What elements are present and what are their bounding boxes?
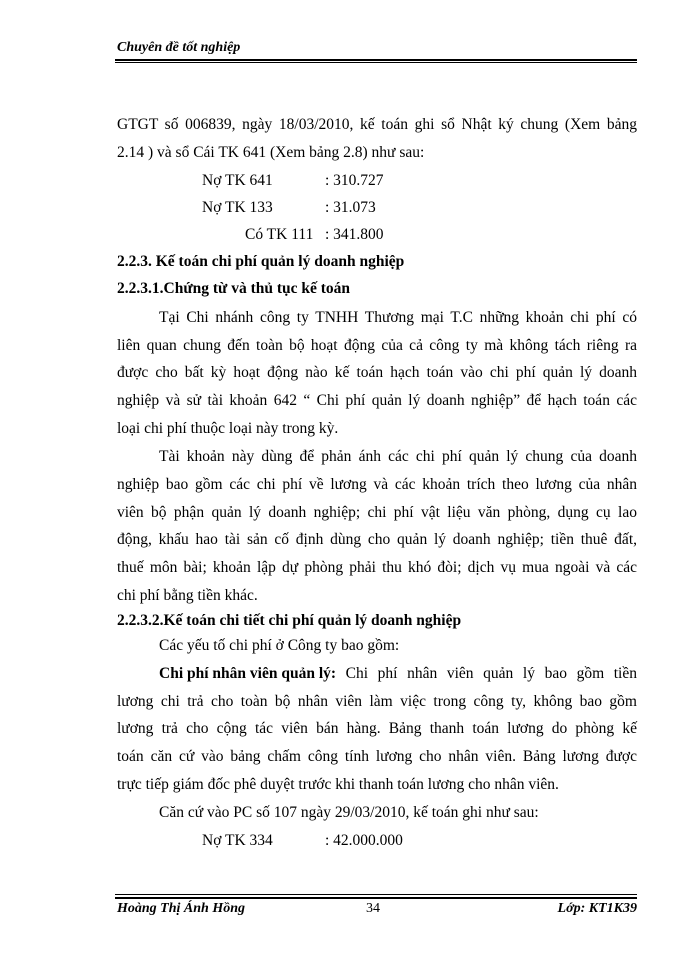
entry-amount: : 310.727 <box>325 172 384 189</box>
footer-rule <box>115 897 637 899</box>
page-number: 34 <box>366 901 380 916</box>
paragraph-line: được cho bất kỳ hoạt động nào kế toán hạch toán vào chi phí quản lý doanh <box>117 364 637 381</box>
paragraph-line: toán căn cứ vào bảng chấm công tính lương cho nhân viên. Bảng lương được <box>117 748 637 765</box>
entry-account: Nợ TK 334 <box>202 832 273 849</box>
entry-account: Nợ TK 641 <box>202 172 273 189</box>
paragraph-line: liên quan chung đến toàn bộ hoạt động của cả công ty mà không tách riêng ra <box>117 337 637 354</box>
paragraph-line: lương trả cho cộng tác viên bán hàng. Bảng thanh toán lương do phòng kế <box>117 720 637 737</box>
footer-class: Lớp: KT1K39 <box>557 901 637 916</box>
text-line: 2.14 ) và sổ Cái TK 641 (Xem bảng 2.8) như sau: <box>117 144 425 161</box>
paragraph-line: lương chi trả cho toàn bộ nhân viên làm việc trong công ty, không bao gồm <box>117 693 637 710</box>
term-definition: Chi phí nhân viên quản lý bao gồm tiền <box>336 665 637 682</box>
text-line: GTGT số 006839, ngày 18/03/2010, kế toán ghi sổ Nhật ký chung (Xem bảng <box>117 116 637 133</box>
header-rule-thin <box>115 62 637 63</box>
footer-rule-thin <box>115 894 637 895</box>
entry-amount: : 31.073 <box>325 199 376 216</box>
paragraph-line: loại chi phí thuộc loại này trong kỳ. <box>117 420 339 437</box>
paragraph-line: Căn cứ vào PC số 107 ngày 29/03/2010, kế toán ghi như sau: <box>159 804 539 821</box>
subsection-heading: 2.2.3.2.Kế toán chi tiết chi phí quản lý doanh nghiệp <box>117 612 462 629</box>
paragraph-line <box>159 664 637 684</box>
paragraph-line: Tài khoản này dùng để phản ánh các chi phí quản lý chung của doanh <box>159 448 637 465</box>
paragraph-line: chi phí bằng tiền khác. <box>117 587 258 604</box>
entry-amount: : 42.000.000 <box>325 832 403 849</box>
paragraph-line: nghiệp và sử tài khoản 642 “ Chi phí quản lý doanh nghiệp” để hạch toán các <box>117 392 637 409</box>
term-label: Chi phí nhân viên quản lý: <box>159 665 337 682</box>
paragraph-line: thuế môn bài; khoản lập dự phòng phải thu khó đòi; dịch vụ mua ngoài và các <box>117 559 637 576</box>
entry-account: Nợ TK 133 <box>202 199 273 216</box>
subsection-heading: 2.2.3.1.Chứng từ và thủ tục kế toán <box>117 280 351 297</box>
section-heading: 2.2.3. Kế toán chi phí quản lý doanh nghiệp <box>117 253 405 270</box>
paragraph-line: viên bộ phận quản lý doanh nghiệp; chi phí vật liệu văn phòng, dụng cụ lao <box>117 504 637 521</box>
entry-account: Có TK 111 <box>245 226 314 243</box>
paragraph-line: nghiệp bao gồm các chi phí về lương và các khoản trích theo lương của nhân <box>117 476 637 493</box>
paragraph-line: trực tiếp giám đốc phê duyệt trước khi thanh toán lương cho nhân viên. <box>117 776 559 793</box>
entry-amount: : 341.800 <box>325 226 384 243</box>
header-title: Chuyên đề tốt nghiệp <box>117 40 241 55</box>
paragraph-line: động, khấu hao tài sản cố định dùng cho quản lý doanh nghiệp; tiền thuê đất, <box>117 531 637 548</box>
paragraph-line: Các yếu tố chi phí ở Công ty bao gồm: <box>159 637 400 654</box>
paragraph-line: Tại Chi nhánh công ty TNHH Thương mại T.C những khoản chi phí có <box>159 309 637 326</box>
header-rule <box>115 59 637 61</box>
footer-author: Hoàng Thị Ánh Hồng <box>117 901 245 916</box>
